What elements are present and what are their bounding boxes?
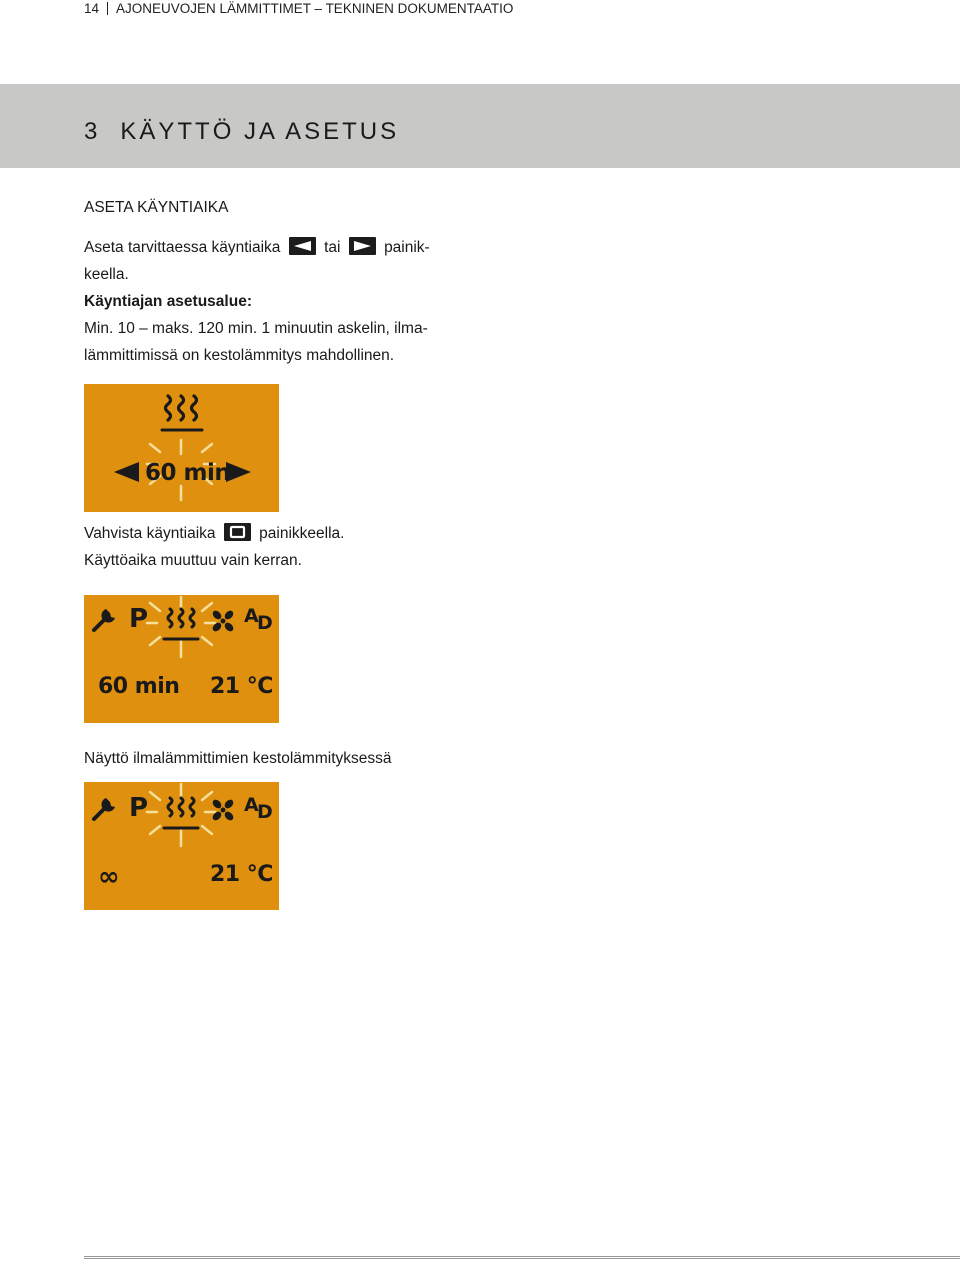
infinity-symbol: ∞ [98,862,120,892]
footer-rule [84,1256,960,1259]
auto-indicator-a: A [244,794,259,816]
triangle-left-icon [114,462,139,482]
confirm-line-1 [84,520,344,547]
section-heading: ASETA KÄYNTIAIKA [84,199,229,216]
auto-indicator-d: D [257,612,273,634]
display-status-60min [84,595,279,723]
parking-indicator: P [129,793,148,823]
intro-line-2: keella. [84,266,129,283]
parking-indicator: P [129,604,148,634]
fan-icon [211,609,235,633]
display-continuous-heating [84,782,279,910]
intro-text-end: painik- [384,239,430,256]
continuous-heating-caption: Näyttö ilmalämmittimien kestolämmityksessä [84,750,392,767]
temperature-readout: 21 °C [210,862,273,887]
left-arrow-key-icon [289,237,316,255]
auto-indicator-d: D [257,801,273,823]
intro-or-text: tai [324,239,341,256]
heating-waves-icon [162,396,202,430]
wrench-icon [94,609,115,630]
intro-line-1 [84,234,430,261]
chapter-number: 3 [84,118,101,145]
heating-glow-graphic [84,384,279,512]
page-number: 14 [84,1,100,16]
confirm-text-end: painikkeella. [259,525,345,542]
time-readout: 60 min [98,674,180,699]
intro-text: Aseta tarvittaessa käyntiaika [84,239,281,256]
temperature-readout: 21 °C [210,674,273,699]
wrench-icon [94,798,115,819]
heating-waves-icon [164,798,198,828]
heating-waves-icon [164,609,198,639]
auto-indicator-a: A [244,605,259,627]
ok-button-key-icon [224,523,251,541]
right-arrow-key-icon [349,237,376,255]
display-time-setting [84,384,279,512]
chapter-name: KÄYTTÖ JA ASETUS [120,118,400,145]
fan-icon [211,798,235,822]
running-header [84,0,513,18]
chapter-title [84,118,399,146]
document-title: AJONEUVOJEN LÄMMITTIMET – TEKNINEN DOKUMENTAATIO [116,1,514,16]
confirm-text: Vahvista käyntiaika [84,525,216,542]
range-label: Käyntiajan asetusalue: [84,293,252,310]
range-line-2: lämmittimissä on kestolämmitys mahdollinen. [84,347,395,364]
time-readout: 60 min [145,460,231,486]
range-line-1: Min. 10 – maks. 120 min. 1 minuutin askelin, ilma- [84,320,428,337]
confirm-line-2: Käyttöaika muuttuu vain kerran. [84,552,302,569]
header-separator [107,2,108,15]
